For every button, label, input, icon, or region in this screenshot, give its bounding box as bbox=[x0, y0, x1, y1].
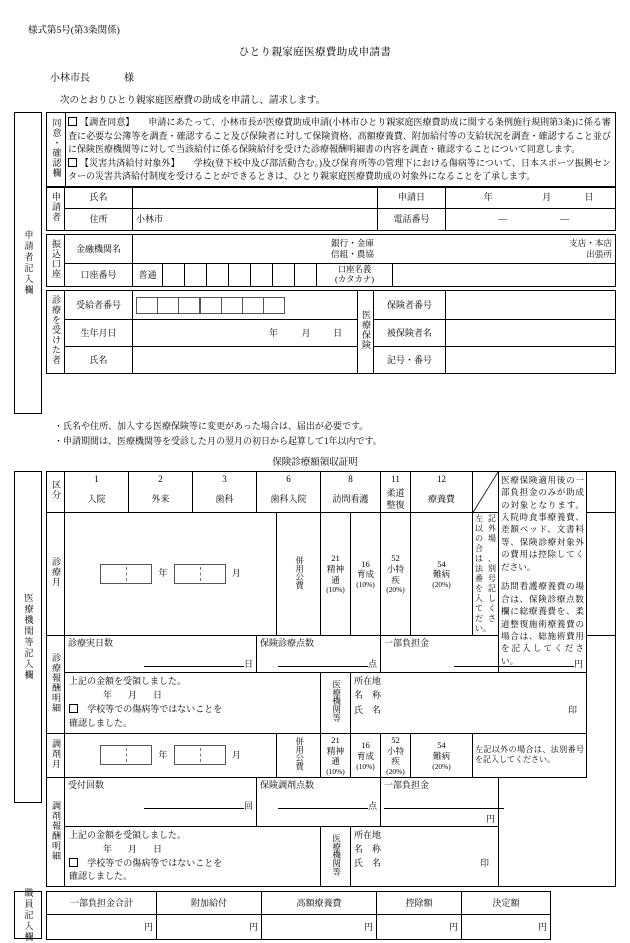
account-digit-7[interactable] bbox=[295, 263, 317, 286]
public-code-16-code: 16 bbox=[361, 558, 370, 569]
medical-points-cell[interactable] bbox=[257, 636, 381, 673]
note-item-2: ・申請期間は、医療機関等を受診した月の翌月の初日から起算して1年以内です。 bbox=[54, 436, 382, 447]
pharmacy-month-box[interactable] bbox=[174, 745, 226, 765]
form-number: 様式第5号(第3条関係) bbox=[28, 26, 120, 36]
pharmacy-copay-label: 一部負担金 bbox=[384, 780, 430, 791]
category-code-8: 8 bbox=[321, 471, 381, 486]
public-code-16-name: 育成 bbox=[356, 569, 375, 580]
pharmacy-inst-address-value[interactable] bbox=[410, 828, 495, 842]
notes-list bbox=[54, 419, 616, 450]
category-name-1[interactable]: 入院 bbox=[65, 486, 129, 513]
medical-inst-person-label: 氏 名 bbox=[354, 704, 382, 715]
pharmacy-code-54-rate: (20%) bbox=[432, 761, 451, 771]
pharmacy-points-unit: 点 bbox=[367, 801, 377, 812]
medical-month-value[interactable] bbox=[65, 513, 277, 636]
pharmacy-seal: 印 bbox=[479, 858, 489, 869]
pharmacy-school-checkbox[interactable] bbox=[69, 858, 78, 867]
staff-value-row bbox=[47, 915, 551, 940]
public-code-54-code: 54 bbox=[437, 558, 446, 569]
bank-holder-label bbox=[317, 263, 393, 286]
bank-institution-label: 金融機関名 bbox=[65, 234, 133, 263]
bank-kind-options[interactable] bbox=[331, 238, 374, 259]
addressee-line bbox=[50, 69, 616, 84]
staff-entry-label: 職員記入欄 bbox=[23, 887, 34, 943]
institution-entry-area bbox=[14, 471, 616, 888]
pharmacy-public-code-21[interactable] bbox=[321, 733, 351, 777]
institution-entry-label: 医療機関等記入欄 bbox=[23, 592, 34, 681]
staff-value-5[interactable] bbox=[462, 915, 551, 940]
public-code-16-rate: (10%) bbox=[356, 580, 375, 590]
pharmacy-other-code-note: 左記以外の場合は、法別番号を記入してください。 bbox=[473, 733, 587, 777]
recipient-digit-7[interactable] bbox=[263, 297, 285, 314]
medical-inst-person-value[interactable] bbox=[410, 703, 583, 717]
pharmacy-year-unit: 年 bbox=[158, 749, 168, 760]
medical-other-code-note: 左記以外の場合は、法別番号を記入してください。 bbox=[473, 513, 499, 636]
pharmacy-inst-person-label: 氏 名 bbox=[354, 858, 382, 869]
public-code-52-name: 小特疾 bbox=[386, 564, 405, 585]
pharmacy-code-52-code: 52 bbox=[391, 734, 400, 745]
bank-vlabel: 振込口座 bbox=[51, 238, 61, 279]
staff-unit-4: 円 bbox=[448, 922, 458, 933]
public-code-54-rate: (20%) bbox=[432, 580, 451, 590]
pharmacy-receipt-day: 日 bbox=[153, 843, 163, 854]
pharmacy-copay-value[interactable] bbox=[384, 808, 504, 809]
pharmacy-receipt-month: 月 bbox=[128, 843, 138, 854]
patient-name-value[interactable] bbox=[133, 347, 358, 374]
pharmacy-receipt-text: 上記の金額を受領しました。 bbox=[69, 829, 187, 840]
staff-unit-3: 円 bbox=[363, 922, 373, 933]
pharmacy-public-expense-label-cell bbox=[277, 733, 321, 777]
pharmacy-school-check-row bbox=[69, 857, 316, 871]
category-name-11[interactable]: 柔道整復 bbox=[381, 486, 411, 513]
pharmacy-month-vlabel: 調剤月 bbox=[51, 738, 61, 769]
pharmacy-receipt-cell bbox=[65, 826, 321, 887]
category-code-6: 6 bbox=[257, 471, 321, 486]
bank-branch-line2: 出張所 bbox=[586, 248, 612, 259]
pharmacy-inst-name-value[interactable] bbox=[410, 842, 495, 856]
pharmacy-code-16-rate: (10%) bbox=[356, 761, 375, 771]
account-digit-5[interactable] bbox=[251, 263, 273, 286]
staff-unit-5: 円 bbox=[537, 922, 547, 933]
staff-col-header-4: 控除額 bbox=[377, 892, 462, 915]
applicant-entry-label: 申請者記入欄 bbox=[23, 230, 34, 296]
pharmacy-code-52-name: 小特疾 bbox=[386, 745, 405, 767]
apply-date-label: 申請日 bbox=[378, 186, 446, 208]
medical-copay-unit: 円 bbox=[573, 659, 583, 670]
pharmacy-receipt-date[interactable] bbox=[69, 843, 316, 857]
document-title: ひとり親家庭医療費助成申請書 bbox=[238, 47, 392, 58]
apply-date-year: 年 bbox=[483, 192, 493, 203]
pharmacy-receipt-year: 年 bbox=[103, 843, 113, 854]
staff-col-header-1: 一部負担金合計 bbox=[47, 892, 157, 915]
pharmacy-check-text-2: 確認しました。 bbox=[69, 871, 133, 882]
birth-day: 日 bbox=[333, 327, 343, 338]
pharmacy-public-code-52[interactable] bbox=[381, 733, 411, 777]
medical-inst-address-label: 所在地 bbox=[354, 676, 382, 687]
addressee-honorific: 様 bbox=[124, 73, 134, 84]
insurance-vlabel-cell bbox=[358, 291, 374, 374]
staff-unit-1: 円 bbox=[143, 922, 153, 933]
pharmacy-year-box[interactable] bbox=[100, 745, 152, 765]
consent-checkbox-2[interactable] bbox=[68, 158, 77, 167]
pharmacy-month-value[interactable] bbox=[65, 733, 277, 777]
public-code-52-code: 52 bbox=[391, 553, 400, 564]
category-code-3: 3 bbox=[193, 471, 257, 486]
pharmacy-count-label: 受付回数 bbox=[68, 780, 105, 791]
category-code-11: 11 bbox=[381, 471, 411, 486]
symbol-no-label: 記号・番号 bbox=[374, 347, 446, 374]
apply-date-day: 日 bbox=[584, 192, 594, 203]
patient-vlabel-cell bbox=[47, 291, 65, 374]
medical-year-unit: 年 bbox=[158, 568, 168, 579]
medical-receipt-day: 日 bbox=[153, 689, 163, 700]
apply-date-month: 月 bbox=[542, 192, 552, 203]
public-code-21-code: 21 bbox=[331, 553, 340, 564]
category-name-12[interactable]: 療養費 bbox=[411, 486, 473, 513]
pharmacy-points-label: 保険調剤点数 bbox=[260, 780, 315, 791]
pharmacy-code-21-rate: (10%) bbox=[326, 766, 345, 776]
category-name-3[interactable]: 歯科 bbox=[193, 486, 257, 513]
phone-separator-2: — bbox=[560, 214, 570, 225]
staff-entry-sidelabel bbox=[14, 887, 42, 943]
bank-holder-value[interactable] bbox=[393, 263, 616, 286]
medical-check-text-1: 学校等での傷病等ではないことを bbox=[87, 703, 223, 714]
pharmacy-public-code-54[interactable] bbox=[411, 733, 473, 777]
certification-table bbox=[46, 471, 616, 888]
pharmacy-count-value[interactable] bbox=[144, 808, 244, 809]
insurance-vlabel: 医療保険 bbox=[361, 310, 371, 351]
pharmacy-copay-cell[interactable] bbox=[381, 778, 499, 826]
pharmacy-code-16-name: 育成 bbox=[356, 750, 375, 761]
right-note-2: 訪問看護療養費の場合は、保険診療点数欄に総療養費を、柔道整復施術療養費の場合は、総施術費用を記入してください。 bbox=[501, 581, 584, 666]
medical-days-label: 診療実日数 bbox=[68, 638, 114, 649]
medical-receipt-text: 上記の金額を受領しました。 bbox=[69, 676, 187, 687]
applicant-vlabel-cell bbox=[47, 186, 65, 230]
birth-year: 年 bbox=[268, 327, 278, 338]
applicant-name-label: 氏名 bbox=[65, 186, 133, 208]
pharmacy-month-unit: 月 bbox=[231, 749, 241, 760]
pharmacy-code-21-code: 21 bbox=[331, 734, 340, 745]
account-digit-3[interactable] bbox=[207, 263, 229, 286]
pharmacy-points-value[interactable] bbox=[278, 808, 368, 809]
bank-account-type[interactable]: 普通 bbox=[133, 263, 163, 286]
medical-inst-address-value[interactable] bbox=[410, 674, 583, 688]
medical-month-vlabel-cell bbox=[47, 513, 65, 636]
public-code-52[interactable] bbox=[381, 513, 411, 636]
patient-vlabel: 診療を受けた者 bbox=[51, 295, 61, 366]
bank-holder-label-line2: (カタカナ) bbox=[334, 274, 375, 284]
recipient-digit-3[interactable] bbox=[178, 297, 200, 314]
category-code-1: 1 bbox=[65, 471, 129, 486]
medical-days-unit: 日 bbox=[243, 659, 253, 670]
medical-receipt-month: 月 bbox=[128, 689, 138, 700]
staff-header-row bbox=[47, 892, 551, 915]
insured-name-value[interactable] bbox=[446, 320, 616, 347]
staff-value-3[interactable] bbox=[262, 915, 377, 940]
symbol-no-value[interactable] bbox=[446, 347, 616, 374]
pharmacy-count-unit: 回 bbox=[243, 801, 253, 812]
lead-text: 次のとおりひとり親家庭医療費の助成を申請し、請求します。 bbox=[60, 96, 326, 106]
category-name-2[interactable]: 外来 bbox=[129, 486, 193, 513]
pharmacy-code-54-code: 54 bbox=[437, 740, 446, 751]
medical-institution-vlabel-cell bbox=[321, 673, 351, 734]
consent-item-1-title: 【調査同意】 bbox=[80, 117, 135, 127]
note-item-1: ・氏名や住所、加入する医療保険等に変更があった場合は、届出が必要です。 bbox=[54, 421, 369, 431]
bank-holder-label-line1: 口座名義 bbox=[337, 264, 372, 274]
bank-kind-line2: 信組・農協 bbox=[331, 248, 374, 259]
staff-table bbox=[46, 891, 551, 940]
patient-birth-value[interactable] bbox=[133, 320, 358, 347]
medical-institution-fields[interactable] bbox=[351, 673, 587, 734]
medical-copay-label: 一部負担金 bbox=[384, 638, 430, 649]
category-vlabel: 区分 bbox=[51, 480, 61, 501]
bank-account-no-label: 口座番号 bbox=[65, 263, 133, 286]
account-digit-4[interactable] bbox=[229, 263, 251, 286]
consent-item-2-body: 学校(登下校中及び部活動含む。)及び保育所等の管理下における傷病等について、日本スポーツ振興センターの災害共済給付制度を受けることができるときは、ひとり親家庭医療費助成の対象外になることを了承します。 bbox=[68, 157, 611, 181]
medical-receipt-cell bbox=[65, 673, 321, 734]
staff-entry-area bbox=[14, 887, 616, 943]
public-code-52-rate: (20%) bbox=[386, 585, 405, 595]
public-code-21[interactable] bbox=[321, 513, 351, 636]
public-expense-label: 併用公費 bbox=[294, 555, 304, 590]
account-digit-2[interactable] bbox=[185, 263, 207, 286]
public-expense-label-cell bbox=[277, 513, 321, 636]
medical-days-value[interactable] bbox=[144, 666, 244, 667]
applicant-vlabel: 申請者 bbox=[51, 191, 61, 222]
medical-days-cell[interactable] bbox=[65, 636, 257, 673]
pharmacy-inst-name-label: 名 称 bbox=[354, 844, 382, 855]
medical-detail-vlabel-cell bbox=[47, 636, 65, 734]
applicant-phone-value[interactable] bbox=[446, 208, 616, 230]
public-code-21-name: 精神通 bbox=[326, 564, 345, 585]
phone-separator-1: — bbox=[498, 214, 508, 225]
consent-item-1-body: 申請にあたって、小林市長が医療費助成申請(小林市ひとり親家庭医療費助成に関する条例施行規則第3条)に係る審査に必要な公簿等を調査・確認すること及び保険者に対して保険資格、高額療養費、附加給付等の支給状況を調査・確認すること並びに保険医療機関等に対して当該給付に係る保険給付を受けた診療報酬明細書の内容を調査・確認することについて同意します。 bbox=[68, 117, 611, 154]
staff-unit-2: 円 bbox=[248, 922, 258, 933]
recipient-digit-group[interactable] bbox=[136, 297, 354, 314]
patient-birth-label: 生年月日 bbox=[65, 320, 133, 347]
bank-branch-options[interactable] bbox=[569, 238, 612, 259]
pharmacy-public-code-16[interactable] bbox=[351, 733, 381, 777]
public-code-54[interactable] bbox=[411, 513, 473, 636]
insured-name-label: 被保険者名 bbox=[374, 320, 446, 347]
recipient-digit-6[interactable] bbox=[242, 297, 264, 314]
public-code-21-rate: (10%) bbox=[326, 585, 345, 595]
institution-entry-sidelabel bbox=[14, 471, 42, 803]
applicant-address-label: 住所 bbox=[65, 208, 133, 230]
pharmacy-detail-vlabel: 調剤報酬明細 bbox=[51, 800, 61, 861]
insurer-no-label: 保険者番号 bbox=[374, 291, 446, 320]
recipient-no-boxes[interactable] bbox=[133, 291, 358, 320]
medical-inst-name-value[interactable] bbox=[410, 688, 583, 702]
public-code-54-name: 難病 bbox=[432, 569, 451, 580]
medical-receipt-year: 年 bbox=[103, 689, 113, 700]
medical-school-checkbox[interactable] bbox=[69, 704, 78, 713]
bank-branch-line1: 支店・本店 bbox=[569, 238, 612, 249]
birth-month: 月 bbox=[301, 327, 311, 338]
applicant-entry-area bbox=[14, 112, 616, 414]
bank-table bbox=[46, 234, 616, 287]
medical-school-check-row bbox=[69, 703, 316, 717]
applicant-phone-label: 電話番号 bbox=[378, 208, 446, 230]
consent-body bbox=[66, 113, 616, 188]
category-name-8[interactable]: 訪問看護 bbox=[321, 486, 381, 513]
bank-kind-line1: 銀行・金庫 bbox=[331, 238, 374, 249]
pharmacy-inst-address-label: 所在地 bbox=[354, 829, 382, 840]
pharmacy-copay-unit: 円 bbox=[485, 813, 495, 824]
staff-col-header-2: 附加給付 bbox=[157, 892, 262, 915]
category-code-12: 12 bbox=[411, 471, 473, 486]
right-note-cell-1 bbox=[499, 471, 587, 672]
staff-value-2[interactable] bbox=[157, 915, 262, 940]
pharmacy-institution-fields[interactable] bbox=[351, 826, 499, 887]
medical-seal: 印 bbox=[567, 704, 577, 715]
pharmacy-public-expense-label: 併用公費 bbox=[294, 737, 304, 771]
consent-table bbox=[46, 112, 616, 188]
medical-points-label: 保険診療点数 bbox=[260, 638, 315, 649]
category-vlabel-cell bbox=[47, 471, 65, 512]
pharmacy-institution-vlabel: 医療機関等 bbox=[331, 833, 341, 876]
medical-other-code-input[interactable] bbox=[587, 513, 616, 636]
pharmacy-month-vlabel-cell bbox=[47, 733, 65, 777]
staff-col-header-5: 決定額 bbox=[462, 892, 551, 915]
medical-copay-value[interactable] bbox=[454, 666, 574, 667]
consent-item-2 bbox=[68, 157, 611, 184]
recipient-digit-5[interactable] bbox=[221, 297, 243, 314]
pharmacy-check-text-1: 学校等での傷病等ではないことを bbox=[87, 857, 223, 868]
recipient-digit-2[interactable] bbox=[157, 297, 179, 314]
medical-year-box[interactable] bbox=[100, 564, 152, 584]
applicant-entry-sidelabel bbox=[14, 112, 42, 414]
public-code-16[interactable] bbox=[351, 513, 381, 636]
consent-vlabel: 同意・確認欄 bbox=[51, 118, 62, 179]
applicant-table bbox=[46, 186, 616, 231]
medical-check-text-2: 確認しました。 bbox=[69, 717, 133, 728]
medical-receipt-date[interactable] bbox=[69, 689, 316, 703]
medical-month-vlabel: 診療月 bbox=[51, 557, 61, 588]
right-note-spacer bbox=[587, 733, 616, 887]
staff-value-1[interactable] bbox=[47, 915, 157, 940]
applicant-name-value[interactable] bbox=[133, 186, 378, 208]
category-name-6[interactable]: 歯科入院 bbox=[257, 486, 321, 513]
applicant-address-value[interactable]: 小林市 bbox=[133, 208, 378, 230]
apply-date-value[interactable] bbox=[446, 186, 616, 208]
pharmacy-code-54-name: 難病 bbox=[432, 750, 451, 761]
pharmacy-institution-vlabel-cell bbox=[321, 826, 351, 887]
medical-detail-vlabel: 診療報酬明細 bbox=[51, 652, 61, 713]
staff-value-4[interactable] bbox=[377, 915, 462, 940]
pharmacy-count-cell[interactable] bbox=[65, 778, 257, 826]
medical-month-box[interactable] bbox=[174, 564, 226, 584]
pharmacy-code-21-name: 精神通 bbox=[326, 745, 345, 767]
consent-checkbox-1[interactable] bbox=[68, 117, 77, 126]
pharmacy-inst-person-value[interactable] bbox=[410, 856, 495, 870]
bank-vlabel-cell bbox=[47, 234, 65, 286]
certification-title: 保険診療額領収証明 bbox=[272, 457, 358, 468]
pharmacy-detail-vlabel-cell bbox=[47, 778, 65, 887]
consent-vlabel-cell bbox=[47, 113, 66, 188]
account-digit-1[interactable] bbox=[163, 263, 185, 286]
diagonal-blank-cell bbox=[473, 471, 499, 512]
category-code-2: 2 bbox=[129, 471, 193, 486]
pharmacy-code-52-rate: (20%) bbox=[386, 766, 405, 776]
recipient-digit-4[interactable] bbox=[200, 297, 222, 314]
staff-col-header-3: 高額療養費 bbox=[262, 892, 377, 915]
patient-table bbox=[46, 290, 616, 374]
pharmacy-points-cell[interactable] bbox=[257, 778, 381, 826]
medical-institution-vlabel: 医療機関等 bbox=[331, 680, 341, 723]
medical-points-value[interactable] bbox=[278, 666, 368, 667]
insurer-no-value[interactable] bbox=[446, 291, 616, 320]
pharmacy-code-16-code: 16 bbox=[361, 740, 370, 751]
recipient-digit-1[interactable] bbox=[136, 297, 158, 314]
consent-item-1 bbox=[68, 116, 611, 157]
medical-inst-name-label: 名 称 bbox=[354, 690, 382, 701]
bank-institution-value[interactable] bbox=[133, 234, 616, 263]
account-digit-6[interactable] bbox=[273, 263, 295, 286]
recipient-no-label: 受給者番号 bbox=[65, 291, 133, 320]
patient-name-label: 氏名 bbox=[65, 347, 133, 374]
medical-month-unit: 月 bbox=[231, 568, 241, 579]
diagonal-line-icon bbox=[473, 472, 498, 512]
right-note-1: 医療保険適用後の一部負担金のみが助成の対象となります。入院時食事療養費、差額ベッド、文書料等、保険診療対象外の費用は控除してください。 bbox=[501, 474, 584, 572]
addressee-name: 小林市長 bbox=[50, 73, 90, 84]
consent-item-2-title: 【災害共済給付対象外】 bbox=[80, 157, 180, 168]
medical-points-unit: 点 bbox=[367, 659, 377, 670]
